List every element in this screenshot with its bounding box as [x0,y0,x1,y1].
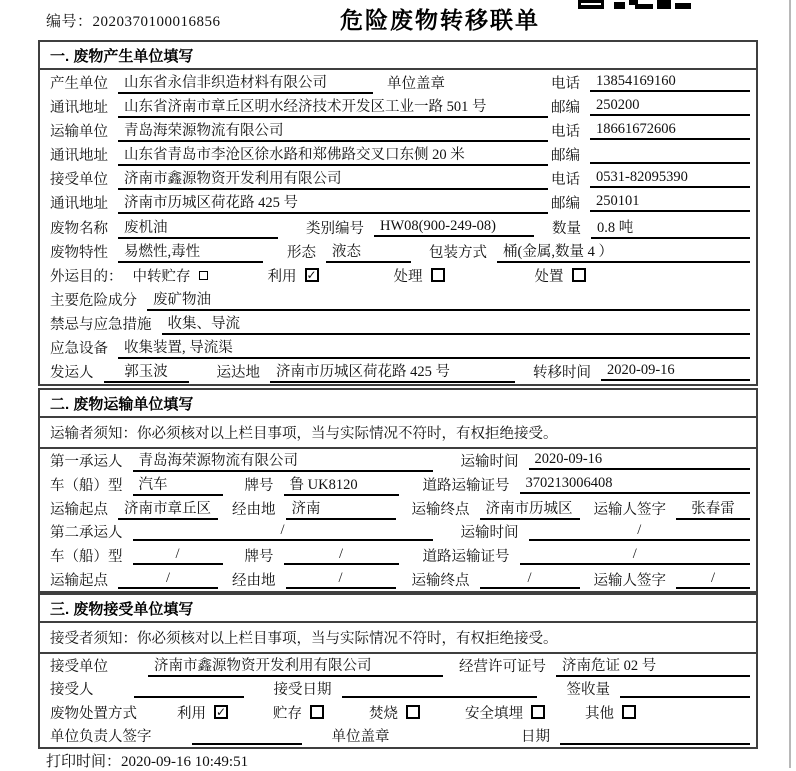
end1-label: 运输终点 [411,501,470,518]
character-label: 废物特性 [50,244,108,261]
row-waste-name [40,215,756,239]
permit-label: 经营许可证号 [459,659,546,676]
via2-label: 经由地 [232,572,276,589]
section1-rows [40,70,756,384]
transfer-date-value: 2020-09-16 [601,362,750,381]
character-value: 易燃性,毒性 [118,240,263,263]
zip3-value: 250101 [590,193,750,212]
qty-value: 0.8 吨 [591,216,750,239]
receiver3-value: 济南市鑫源物资开发利用有限公司 [148,654,443,677]
receiver3-label: 接受单位 [50,659,108,676]
addr2-label: 通讯地址 [50,148,108,165]
license2-value: / [520,546,751,565]
license1-label: 道路运输证号 [422,478,510,494]
plate1-value: 鲁 UK8120 [284,473,399,496]
page-title: 危险废物转移联单 [340,7,540,33]
dest-label: 运达地 [216,365,260,382]
row-waste-character [40,239,756,263]
phone1-value: 13854169160 [590,73,750,92]
qr-block [635,4,653,9]
option-label: 贮存 [273,705,302,722]
row-first-carrier [40,449,756,473]
section3-header: 三. 废物接受单位填写 [40,595,756,623]
waste-name-label: 废物名称 [50,220,108,237]
license1-value: 370213006408 [520,475,751,494]
section1-header: 一. 废物产生单位填写 [40,42,756,70]
disposal-label: 废物处置方式 [50,705,137,722]
row-second-route [40,567,756,591]
origin2-value: / [118,570,218,589]
received-qty-label: 签收量 [566,682,610,699]
purpose-label: 外运目的： [50,268,123,285]
qr-block [675,3,691,9]
category-value: HW08(900-249-08) [374,218,534,237]
disposal-option-incinerate [369,702,420,723]
disposal-store-checkbox[interactable] [310,705,324,719]
zip1-label: 邮编 [551,99,580,116]
origin1-label: 运输起点 [50,501,108,518]
time2-label: 运输时间 [460,525,519,542]
shipper-value: 郭玉波 [104,360,189,383]
row-disposal-method [40,701,756,724]
qr-block [578,0,604,9]
addr1-value: 山东省济南市章丘区明水经济技术开发区工业一路 501 号 [118,95,548,118]
row-receiver [40,167,756,191]
row-first-route [40,496,756,520]
phone3-label: 电话 [551,172,580,189]
carrier2-value: / [133,522,433,541]
page-edge-line [789,0,791,768]
date-label: 日期 [521,728,550,745]
time1-label: 运输时间 [460,454,519,471]
row-transfer-purpose [40,263,756,287]
disposal-landfill-checkbox[interactable] [531,705,545,719]
hazard-value: 废矿物油 [147,288,750,311]
disposal-option-store [273,702,324,723]
category-label: 类别编号 [306,220,364,237]
origin2-label: 运输起点 [50,572,108,589]
plate2-label: 牌号 [244,549,274,566]
producer-label: 产生单位 [50,75,108,92]
waste-name-value: 废机油 [118,216,278,239]
document-number-value: 2020370100016856 [92,14,221,30]
option-label: 处置 [534,268,564,285]
purpose-option-utilize [268,265,319,286]
purpose-option-treat [394,265,445,286]
row-accept-unit [40,654,756,677]
receiver-notice: 接受者须知：你必须核对以上栏目事项，当与实际情况不符时，有权拒绝接受。 [40,623,756,654]
receiver-label: 接受单位 [50,172,108,189]
transporter-notice: 运输者须知：你必须核对以上栏目事项，当与实际情况不符时，有权拒绝接受。 [40,418,756,449]
taboo-value: 收集、导流 [162,312,751,335]
end1-value: 济南市历城区 [480,497,580,520]
treat-checkbox[interactable] [431,268,445,282]
received-qty-value [620,679,750,698]
option-label: 利用 [267,268,297,285]
time2-value: / [529,522,751,541]
qr-code-fragment [578,0,698,9]
section2-rows [40,449,756,591]
row-second-carrier [40,520,756,544]
qr-block [614,2,625,9]
via1-value: 济南 [286,497,396,520]
disposal-utilize-checkbox[interactable]: ✓ [216,705,227,720]
utilize-checkbox[interactable]: ✓ [306,268,317,283]
form-label: 形态 [287,244,316,261]
purpose-option-dispose [535,265,586,286]
section2-header: 二. 废物运输单位填写 [40,390,756,418]
seal-label: 单位盖章 [387,75,445,92]
packing-value: 桶(金属,数量 4 ） [497,240,750,263]
hazard-label: 主要危险成分 [50,292,137,309]
transfer-date-label: 转移时间 [533,365,591,382]
via2-value: / [286,570,396,589]
addr1-label: 通讯地址 [50,99,108,116]
row-transporter-address [40,142,756,166]
addr3-label: 通讯地址 [50,196,108,213]
transporter-value: 青岛海荣源物流有限公司 [118,119,548,142]
option-label: 中转贮存 [132,268,191,285]
sign2-label: 运输人签字 [593,572,666,589]
acceptor-value [134,679,244,698]
row-hazard-component [40,287,756,311]
vehicle2-value: / [133,546,223,565]
transporter-label: 运输单位 [50,123,108,140]
print-time-label: 打印时间： [46,754,122,770]
packing-label: 包装方式 [429,244,487,261]
row-head-signature [40,724,756,747]
zip1-value: 250200 [590,97,750,116]
carrier1-value: 青岛海荣源物流有限公司 [133,449,433,472]
qty-label: 数量 [552,220,581,237]
row-producer-address [40,94,756,118]
section-receiver [38,593,758,749]
option-label: 安全填埋 [465,705,523,722]
option-label: 其他 [585,705,614,722]
section-producer [38,40,758,386]
transit-storage-checkbox[interactable] [199,271,208,280]
producer-value: 山东省永信非织造材料有限公司 [118,71,373,94]
license2-label: 道路运输证号 [422,549,510,566]
carrier1-label: 第一承运人 [50,454,123,471]
section3-rows [40,654,756,747]
head-sign-value [192,726,302,745]
date-value [560,726,750,745]
carrier2-label: 第二承运人 [50,525,123,542]
print-time-value: 2020-09-16 10:49:51 [121,754,249,770]
end2-value: / [480,570,580,589]
row-shipper [40,360,756,384]
row-transporter [40,118,756,142]
addr2-value: 山东省青岛市李沧区徐水路和郑佛路交叉口东侧 20 米 [118,143,548,166]
qr-block [657,0,671,9]
row-emergency-equipment [40,336,756,360]
shipper-label: 发运人 [50,365,94,382]
vehicle1-value: 汽车 [133,473,223,496]
sign1-label: 运输人签字 [593,501,666,518]
zip2-value [590,145,750,164]
acceptor-label: 接受人 [50,682,94,699]
row-producer [40,70,756,94]
phone2-label: 电话 [551,123,580,140]
purpose-option-transit-storage [133,265,208,286]
zip3-label: 邮编 [551,196,580,213]
row-acceptor [40,677,756,700]
sign2-value: / [676,570,750,589]
disposal-option-landfill [465,702,545,723]
taboo-label: 禁忌与应急措施 [50,317,152,334]
option-label: 焚烧 [369,705,398,722]
via1-label: 经由地 [232,501,276,518]
dispose-checkbox[interactable] [572,268,586,282]
row-second-vehicle [40,544,756,568]
time1-value: 2020-09-16 [529,451,751,470]
origin1-value: 济南市章丘区 [118,497,218,520]
accept-date-value [342,679,537,698]
disposal-other-checkbox[interactable] [622,705,636,719]
phone2-value: 18661672606 [590,121,750,140]
document-number-label: 编号： [46,14,93,30]
receiver-value: 济南市鑫源物资开发利用有限公司 [118,167,548,190]
row-receiver-address [40,191,756,215]
permit-value: 济南危证 02 号 [556,654,750,677]
row-first-vehicle [40,473,756,497]
sign1-value: 张春雷 [676,497,750,520]
option-label: 处理 [393,268,423,285]
equipment-value: 收集装置, 导流渠 [118,336,750,359]
disposal-incinerate-checkbox[interactable] [406,705,420,719]
plate2-value: / [284,546,399,565]
row-taboo-measures [40,312,756,336]
dest-value: 济南市历城区荷花路 425 号 [270,360,515,383]
addr3-value: 济南市历城区荷花路 425 号 [118,191,548,214]
phone1-label: 电话 [551,75,580,92]
disposal-option-utilize [177,702,228,723]
seal3-label: 单位盖章 [331,728,390,745]
disposal-option-other [585,702,636,723]
end2-label: 运输终点 [411,572,470,589]
vehicle1-label: 车（船）型 [50,478,123,494]
accept-date-label: 接受日期 [273,682,332,699]
zip2-label: 邮编 [551,148,580,165]
phone3-value: 0531-82095390 [590,169,750,188]
equipment-label: 应急设备 [50,341,108,358]
head-sign-label: 单位负责人签字 [50,728,152,745]
section-transporter [38,388,758,593]
option-label: 利用 [177,705,206,722]
form-value: 液态 [326,240,411,263]
plate1-label: 牌号 [244,478,274,494]
vehicle2-label: 车（船）型 [50,549,123,566]
